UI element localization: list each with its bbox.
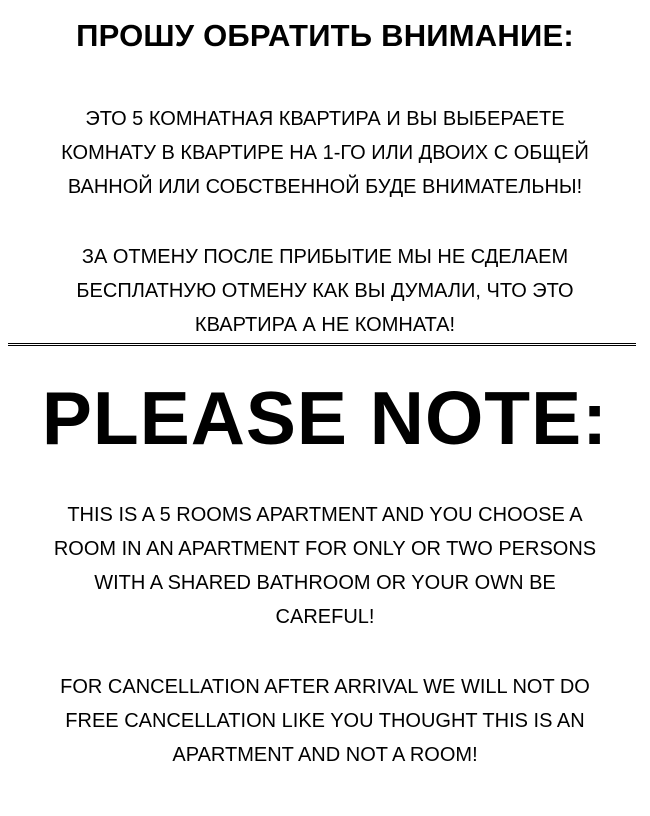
english-paragraph-cancellation: FOR CANCELLATION AFTER ARRIVAL WE WILL NOT DO FREE CANCELLATION LIKE YOU THOUGHT THIS IS AN APARTMENT AND NOT A ROOM! — [60, 676, 590, 766]
russian-paragraph-cancellation: ЗА ОТМЕНУ ПОСЛЕ ПРИБЫТИЕ МЫ НЕ СДЕЛАЕМ БЕСПЛАТНУЮ ОТМЕНУ КАК ВЫ ДУМАЛИ, ЧТО ЭТО КВАРТИРА А НЕ КОМНАТА! — [76, 246, 574, 336]
russian-paragraph-rooms: ЭТО 5 КОМНАТНАЯ КВАРТИРА И ВЫ ВЫБЕРАЕТЕ КОМНАТУ В КВАРТИРЕ НА 1-ГО ИЛИ ДВОИХ С ОБЩЕЙ ВАННОЙ ИЛИ СОБСТВЕННОЙ БУДЕ ВНИМАТЕЛЬНЫ! — [61, 108, 589, 198]
russian-heading: ПРОШУ ОБРАТИТЬ ВНИМАНИЕ: — [76, 18, 574, 53]
section-divider — [8, 343, 636, 346]
english-heading: PLEASE NOTE: — [41, 376, 609, 460]
english-paragraph-rooms: THIS IS A 5 ROOMS APARTMENT AND YOU CHOOSE A ROOM IN AN APARTMENT FOR ONLY OR TWO PERSONS WITH A SHARED BATHROOM OR YOUR OWN BE CAREFUL! — [53, 504, 597, 628]
